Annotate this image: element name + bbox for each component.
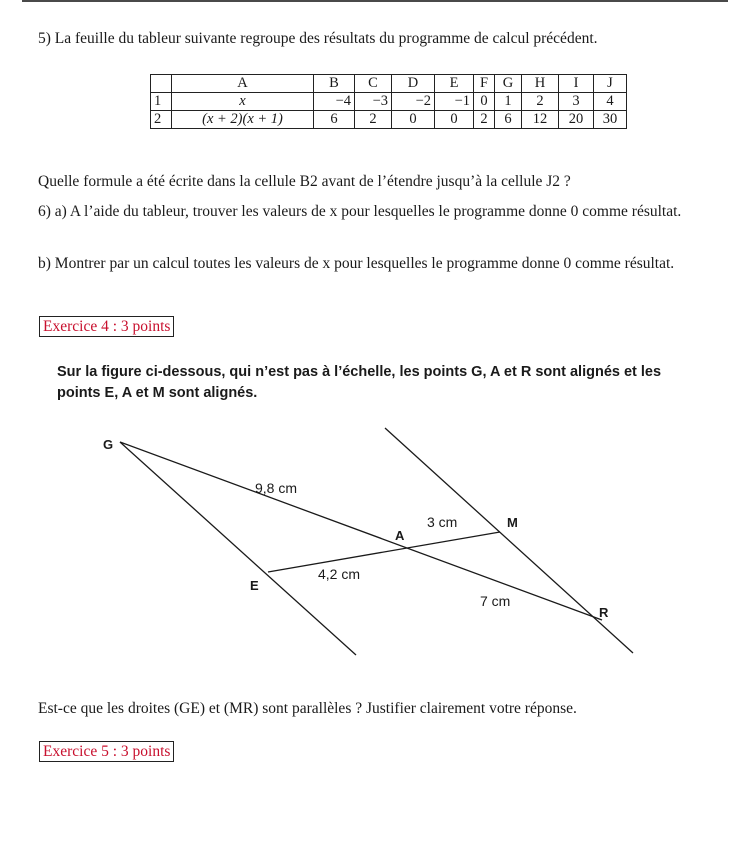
exercise-5-title: Exercice 5 : 3 points	[39, 741, 174, 762]
cell-b1: −4	[314, 93, 355, 111]
col-header-b: B	[314, 75, 355, 93]
col-header-f: F	[474, 75, 495, 93]
cell-h2: 12	[522, 111, 559, 129]
question-6b: b) Montrer par un calcul toutes les valeurs de x pour lesquelles le programme donne 0 comme résultat.	[38, 255, 675, 272]
col-header-j: J	[594, 75, 627, 93]
label-point-e: E	[250, 578, 259, 593]
cell-c1: −3	[355, 93, 392, 111]
cell-d2: 0	[392, 111, 435, 129]
line-e-to-m	[268, 532, 500, 572]
col-header-e: E	[435, 75, 474, 93]
line-g-to-beyond-e	[120, 442, 356, 655]
question-6a: 6) a) A l’aide du tableur, trouver les valeurs de x pour lesquelles le programme donne 0 comme résultat.	[38, 203, 682, 220]
exercise-4-statement: Sur la figure ci-dessous, qui n’est pas à l’échelle, les points G, A et R sont alignés et les points E, A et M sont alignés.	[57, 364, 662, 401]
cell-j1: 4	[594, 93, 627, 111]
line-m-to-beyond-r	[385, 428, 633, 653]
cell-d1: −2	[392, 93, 435, 111]
cell-c2: 2	[355, 111, 392, 129]
row-index-1: 1	[151, 93, 172, 111]
col-header-i: I	[559, 75, 594, 93]
question-5-intro: 5) La feuille du tableur suivante regroupe des résultats du programme de calcul précédent.	[38, 30, 598, 47]
cell-a2: (x + 2)(x + 1)	[172, 111, 314, 129]
col-header-a: A	[172, 75, 314, 93]
cell-f2: 2	[474, 111, 495, 129]
label-length-ea: 4,2 cm	[318, 566, 361, 582]
label-point-m: M	[507, 515, 518, 530]
cell-e2: 0	[435, 111, 474, 129]
col-header-d: D	[392, 75, 435, 93]
cell-e1: −1	[435, 93, 474, 111]
label-point-r: R	[599, 605, 609, 620]
col-header-g: G	[495, 75, 522, 93]
row-index-2: 2	[151, 111, 172, 129]
col-header-c: C	[355, 75, 392, 93]
question-5-formula: Quelle formule a été écrite dans la cellule B2 avant de l’étendre jusqu’à la cellule J2 ?	[38, 173, 571, 190]
label-point-g: G	[103, 437, 114, 452]
cell-j2: 30	[594, 111, 627, 129]
label-length-am: 3 cm	[427, 514, 458, 530]
cell-i2: 20	[559, 111, 594, 129]
cell-a1: x	[172, 93, 314, 111]
exercise-4-title: Exercice 4 : 3 points	[39, 316, 174, 337]
line-g-to-r	[120, 442, 602, 620]
exercise-4-question: Est-ce que les droites (GE) et (MR) sont parallèles ? Justifier clairement votre réponse.	[38, 700, 577, 717]
label-length-ga: 9,8 cm	[255, 480, 298, 496]
cell-g2: 6	[495, 111, 522, 129]
label-point-a: A	[395, 528, 405, 543]
cell-h1: 2	[522, 93, 559, 111]
cell-i1: 3	[559, 93, 594, 111]
label-length-ar: 7 cm	[480, 593, 511, 609]
col-header-h: H	[522, 75, 559, 93]
cell-f1: 0	[474, 93, 495, 111]
cell-g1: 1	[495, 93, 522, 111]
cell-b2: 6	[314, 111, 355, 129]
